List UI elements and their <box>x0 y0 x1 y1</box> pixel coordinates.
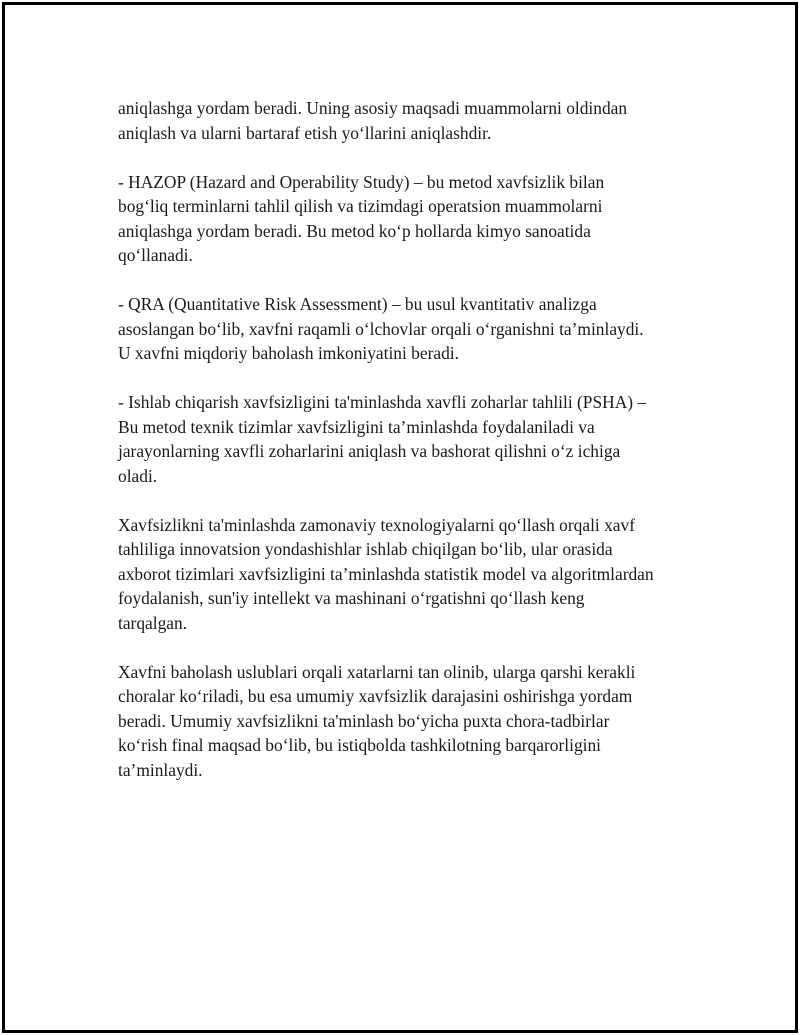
text-line: ko‘rish final maqsad bo‘lib, bu istiqbolda tashkilotning barqarorligini <box>118 735 601 755</box>
text-line: - Ishlab chiqarish xavfsizligini ta'minlashda xavfli zoharlar tahlili (PSHA) – <box>118 392 647 412</box>
text-line: tarqalgan. <box>118 612 188 633</box>
document-page <box>2 2 798 1033</box>
text-line: qo‘llanadi. <box>118 245 193 265</box>
text-line: jarayonlarning xavfli zoharlarini aniqlash va bashorat qilishni o‘z ichiga <box>118 441 621 461</box>
paragraph-psha <box>118 390 698 488</box>
text-line: - QRA (Quantitative Risk Assessment) – bu usul kvantitativ analizga <box>118 294 597 314</box>
text-line: aniqlashga yordam beradi. Bu metod ko‘p hollarda kimyo sanoatida <box>118 220 591 241</box>
text-line: beradi. Umumiy xavfsizlikni ta'minlash bo‘yicha puxta chora-tadbirlar <box>118 710 610 731</box>
text-line: Bu metod texnik tizimlar xavfsizligini ta’minlashda foydalaniladi va <box>118 416 595 437</box>
text-line: tahliliga innovatsion yondashishlar ishlab chiqilgan bo‘lib, ular orasida <box>118 539 613 559</box>
text-line: aniqlash va ularni bartaraf etish yo‘llarini aniqlashdir. <box>118 122 492 143</box>
paragraph-hazop <box>118 170 698 268</box>
text-line: ta’minlaydi. <box>118 759 203 780</box>
text-line: U xavfni miqdoriy baholash imkoniyatini beradi. <box>118 343 459 363</box>
text-line: bog‘liq terminlarni tahlil qilish va tizimdagi operatsion muammolarni <box>118 196 603 216</box>
text-line: axborot tizimlari xavfsizligini ta’minlashda statistik model va algoritmlardan <box>118 563 654 584</box>
paragraph-intro-continuation <box>118 96 698 145</box>
text-line: Xavfni baholash uslublari orqali xatarlarni tan olinib, ularga qarshi kerakli <box>118 661 636 682</box>
paragraph-modern-technologies <box>118 513 698 636</box>
text-line: asoslangan bo‘lib, xavfni raqamli o‘lchovlar orqali o‘rganishni ta’minlaydi. <box>118 318 644 339</box>
text-line: foydalanish, sun'iy intellekt va mashinani o‘rgatishni qo‘llash keng <box>118 588 585 608</box>
text-line: aniqlashga yordam beradi. Uning asosiy maqsadi muammolarni oldindan <box>118 98 628 118</box>
paragraph-qra <box>118 292 698 366</box>
document-body <box>118 96 698 807</box>
paragraph-conclusion <box>118 660 698 783</box>
text-line: oladi. <box>118 465 158 486</box>
text-line: - HAZOP (Hazard and Operability Study) – bu metod xavfsizlik bilan <box>118 171 605 192</box>
text-line: Xavfsizlikni ta'minlashda zamonaviy texnologiyalarni qo‘llash orqali xavf <box>118 514 635 535</box>
text-line: choralar ko‘riladi, bu esa umumiy xavfsizlik darajasini oshirishga yordam <box>118 686 633 706</box>
